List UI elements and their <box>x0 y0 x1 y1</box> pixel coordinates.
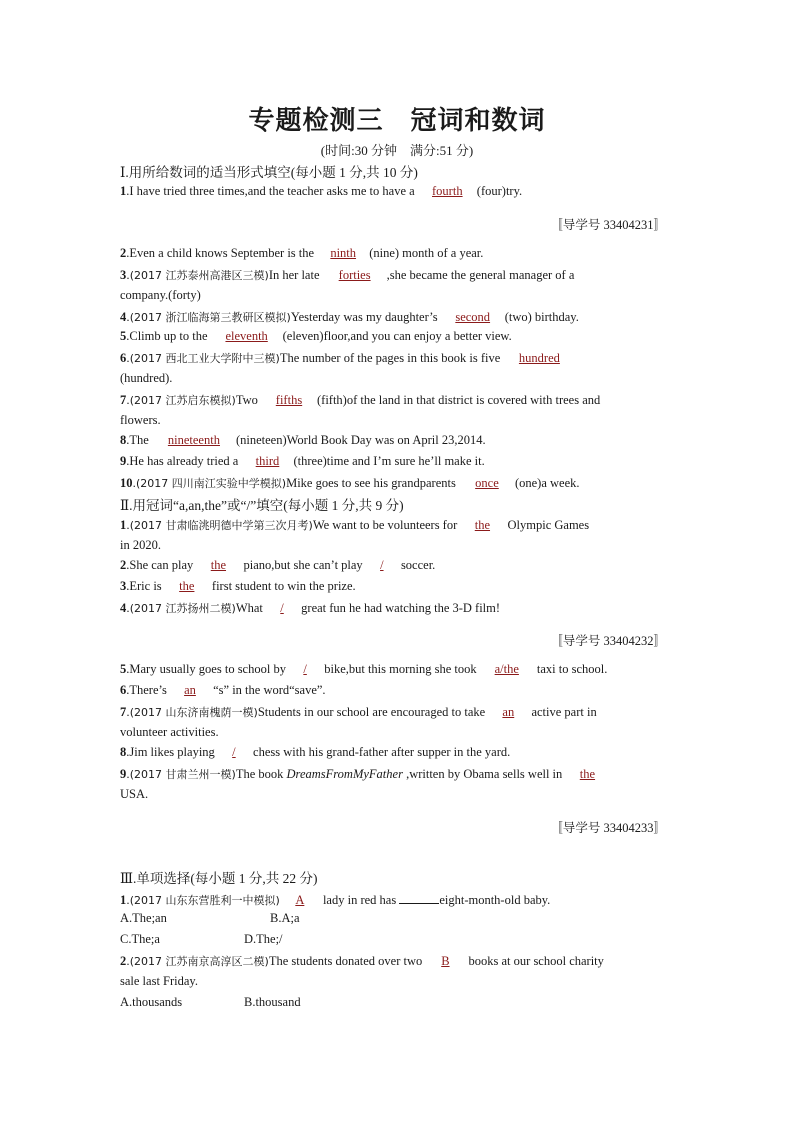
answer-blank: hundred <box>518 351 560 365</box>
s1-q7-cont: flowers. <box>120 413 161 427</box>
answer-blank: eleventh <box>225 329 268 343</box>
s1-q6: 6.(2017 西北工业大学附中三模)The number of the pages in this book is five hundred <box>120 350 670 366</box>
answer-blank: fifths <box>275 393 303 407</box>
section-1-heading: Ⅰ.用所给数词的适当形式填空(每小题 1 分,共 10 分) <box>120 165 418 180</box>
answer-blank: / <box>280 601 284 615</box>
guide-number-3: 〚导学号 33404233〛 <box>550 821 666 835</box>
s3-q1-option-a: A.The;an <box>120 911 167 925</box>
s1-q3-cont: company.(forty) <box>120 288 201 302</box>
answer-blank: / <box>303 662 307 676</box>
answer-blank: / <box>380 558 384 572</box>
answer-blank: A <box>295 893 305 907</box>
s2-q3: 3.Eric is the first student to win the prize. <box>120 579 356 593</box>
s1-q3: 3.(2017 江苏泰州高港区三模)In her late forties ,she became the general manager of a <box>120 268 575 282</box>
s1-q6-cont: (hundred). <box>120 371 173 385</box>
answer-blank: fourth <box>432 184 463 198</box>
s1-q8: 8.The nineteenth (nineteen)World Book Day was on April 23,2014. <box>120 433 486 447</box>
empty-blank <box>399 891 439 904</box>
s1-q1: 1.I have tried three times,and the teacher asks me to have a fourth (four)try. <box>120 184 523 198</box>
answer-blank: forties <box>338 268 371 282</box>
guide-number-1: 〚导学号 33404231〛 <box>550 218 666 232</box>
answer-blank: an <box>184 683 196 697</box>
s2-q7-cont: volunteer activities. <box>120 725 219 739</box>
s2-q1-cont: in 2020. <box>120 538 161 552</box>
s3-q2-option-b: B.thousand <box>244 995 301 1009</box>
s1-q5: 5.Climb up to the eleventh (eleven)floor,and you can enjoy a better view. <box>120 329 512 343</box>
answer-blank: the <box>474 518 491 532</box>
answer-blank: a/the <box>494 662 519 676</box>
s3-q2-option-a: A.thousands <box>120 995 183 1009</box>
s2-q1: 1.(2017 甘肃临洮明德中学第三次月考)We want to be volunteers for the Olympic Games <box>120 518 590 532</box>
s3-q2: 2.(2017 江苏南京高淳区二模)The students donated over two B books at our school charity <box>120 954 604 968</box>
section-2-heading: Ⅱ.用冠词“a,an,the”或“/”填空(每小题 1 分,共 9 分) <box>120 498 404 513</box>
answer-blank: nineteenth <box>167 433 220 447</box>
s3-q1: 1.(2017 山东东营胜利一中模拟) A lady in red has eight-month-old baby. <box>120 893 551 907</box>
guide-number-2: 〚导学号 33404232〛 <box>550 634 666 648</box>
page-title: 专题检测三 冠词和数词 <box>248 106 546 136</box>
section-3-heading: Ⅲ.单项选择(每小题 1 分,共 22 分) <box>120 871 318 886</box>
s1-q9: 9.He has already tried a third (three)time and I’m sure he’ll make it. <box>120 454 485 468</box>
s1-q2: 2.Even a child knows September is the ninth (nine) month of a year. <box>120 246 484 260</box>
page-subtitle: (时间:30 分钟 满分:51 分) <box>320 143 474 158</box>
s1-q7: 7.(2017 江苏启东模拟)Two fifths (fifth)of the land in that district is covered with trees and <box>120 393 601 407</box>
answer-blank: once <box>475 476 499 490</box>
s3-q1-option-b: B.A;a <box>270 911 300 925</box>
answer-blank: an <box>502 705 515 719</box>
s2-q5: 5.Mary usually goes to school by / bike,but this morning she took a/the taxi to school. <box>120 662 608 676</box>
s2-q2: 2.She can play the piano,but she can’t play / soccer. <box>120 558 436 572</box>
answer-blank: B <box>441 954 450 968</box>
s1-q10: 10.(2017 四川南江实验中学模拟)Mike goes to see his grandparents once (one)a week. <box>120 476 580 490</box>
s2-q8: 8.Jim likes playing / chess with his grand-father after supper in the yard. <box>120 745 511 759</box>
answer-blank: second <box>455 310 491 324</box>
s1-q4: 4.(2017 浙江临海第三教研区模拟)Yesterday was my daughter’s second (two) birthday. <box>120 310 579 324</box>
s2-q7: 7.(2017 山东济南槐荫一模)Students in our school are encouraged to take an active part in <box>120 705 597 719</box>
answer-blank: the <box>210 558 227 572</box>
s3-q1-option-c: C.The;a <box>120 932 160 946</box>
answer-blank: the <box>179 579 195 593</box>
s3-q2-cont: sale last Friday. <box>120 974 198 988</box>
s3-q1-option-d: D.The;/ <box>244 932 283 946</box>
s2-q9: 9.(2017 甘肃兰州一模)The book DreamsFromMyFather ,written by Obama sells well in the <box>120 766 670 782</box>
answer-blank: third <box>255 454 280 468</box>
s2-q4: 4.(2017 江苏扬州二模)What / great fun he had watching the 3-D film! <box>120 601 501 615</box>
s2-q9-cont: USA. <box>120 787 149 801</box>
answer-blank: / <box>232 745 236 759</box>
answer-blank: ninth <box>330 246 357 260</box>
s2-q6: 6.There’s an “s” in the word“save”. <box>120 683 326 697</box>
answer-blank: the <box>579 767 596 781</box>
